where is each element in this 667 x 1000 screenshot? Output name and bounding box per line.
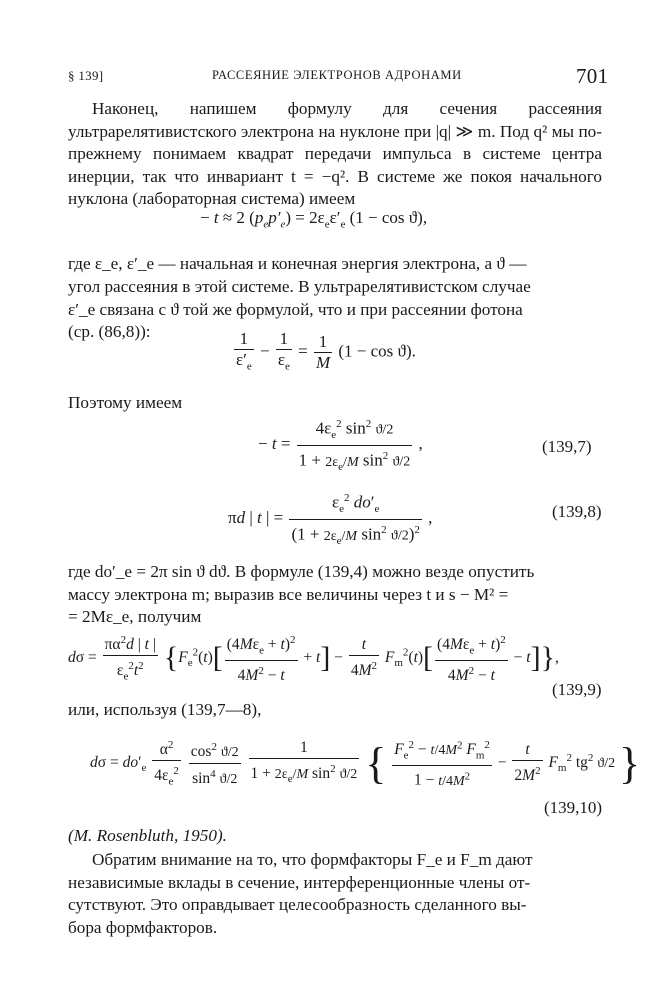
paragraph-1: Наконец, напишем формулу для сечения рассеяния ультрарелятивистского электрона на нуклоне при |q| ≫ m. Под q² мы по-прежнему понимаем квадрат передачи импульса в системе центра инерции, так что инвариант t = −q². В системе же покоя начального нуклона (лабораторная система) имеем	[68, 99, 602, 209]
equation-compton: $\frac{1}{\varepsilon'_e}$ − $\frac{1}{\varepsilon_e}$ = $\frac{1}{M}$ (1 − cos ϑ).	[236, 329, 416, 373]
running-title: РАССЕЯНИЕ ЭЛЕКТРОНОВ АДРОНАМИ	[212, 68, 462, 82]
paragraph-2-line-4: (ср. (86,8)):	[68, 322, 151, 341]
paragraph-2-line-1: где ε_e, ε′_e — начальная и конечная энергия электрона, а ϑ —	[68, 254, 527, 273]
paragraph-4-line-3: = 2Mε_e, получим	[68, 607, 202, 626]
equation-number-139-10: (139,10)	[544, 798, 603, 817]
equation-invariant: − t ≈ 2 $(p_ep'_e) = 2\varepsilon_e\varepsilon'_e$ (1 − cos ϑ),	[200, 208, 428, 231]
equation-139-8: πd | t | = $\frac{\varepsilon_e^2 do'_e}{(1 + 2\varepsilon_e/M \sin^2 ϑ/2)^2}$ ,	[228, 488, 432, 551]
equation-139-9: dσ = $\frac{\pi\alpha^2d | t |}{\varepsilon_e^2t^2}$ {$F_e^2(t)$[ $\frac{(4M\varepsilon_e + t)^2}{4M^2 - t}$ + t] − $\frac{t}{4M^2}$ $F_m^2(t)$[ $\frac{(4M\varepsilon_e + t)^2}{4M^2 - t}$ − t]},	[68, 630, 559, 686]
paragraph-5: или, используя (139,7—8),	[68, 700, 262, 719]
equation-number-139-7: (139,7)	[542, 437, 592, 456]
paragraph-6-line-2: независимые вклады в сечение, интерференционные члены от-	[68, 873, 531, 892]
paragraph-4-line-1: где do′_e = 2π sin ϑ dϑ. В формуле (139,4) можно везде опустить	[68, 562, 535, 581]
equation-number-139-9: (139,9)	[552, 680, 602, 699]
paragraph-6-line-3: сутствуют. Это оправдывает целесообразность сделанного вы-	[68, 895, 527, 914]
paragraph-4-line-2: массу электрона m; выразив все величины через t и s − M² =	[68, 585, 509, 604]
paragraph-6-line-1: Обратим внимание на то, что формфакторы F_e и F_m дают	[92, 850, 533, 869]
equation-139-7: − t = $\frac{4\varepsilon_e^2 \sin^2 ϑ/2}{1 + 2\varepsilon_e/M \sin^2 ϑ/2}$ ,	[258, 414, 423, 477]
paragraph-2-line-3: ε′_e связана с ϑ той же формулой, что и при рассеянии фотона	[68, 300, 523, 319]
equation-139-10: $d\sigma = do'_e$ $\frac{\alpha^2}{4\varepsilon_e^2}$ $\frac{\cos^2 ϑ/2}{\sin^4 ϑ/2}$ $\frac{1}{1 + 2\varepsilon_e/M \sin^2 ϑ/2}$ { $\frac{F_e^2 - t/4M^2 F_m^2}{1 - t/4M^2}$ − $\frac{t}{2M^2}$ $F_m^2$ $tg^2$ ϑ/2 }	[90, 735, 640, 792]
equation-number-139-8: (139,8)	[552, 502, 602, 521]
page-number: 701	[576, 64, 609, 88]
paragraph-2-line-2: угол рассеяния в этой системе. В ультрарелятивистском случае	[68, 277, 531, 296]
paragraph-6-line-4: бора формфакторов.	[68, 918, 218, 937]
paragraph-3: Поэтому имеем	[68, 393, 183, 412]
citation: (M. Rosenbluth, 1950).	[68, 826, 227, 845]
section-marker: § 139]	[68, 68, 104, 83]
